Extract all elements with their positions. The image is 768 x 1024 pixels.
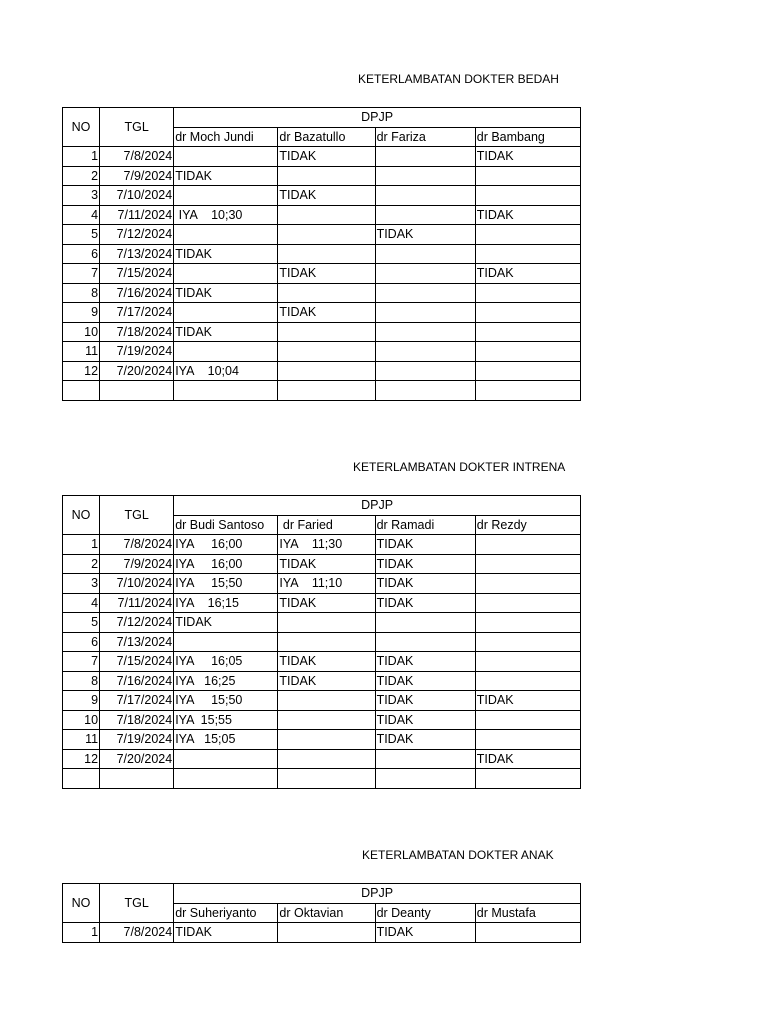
cell-no: 7 [63, 264, 100, 284]
table-row [63, 535, 581, 555]
cell-no: 1 [63, 923, 100, 943]
header-doctor: dr Faried [278, 515, 375, 535]
table-row [63, 632, 581, 652]
cell-doctor-4 [475, 303, 580, 323]
header-dpjp: DPJP [174, 108, 581, 128]
table-row [63, 652, 581, 672]
cell-doctor-2 [278, 381, 375, 401]
cell-doctor-3: TIDAK [375, 225, 475, 245]
cell-doctor-2 [278, 283, 375, 303]
cell-no [63, 381, 100, 401]
cell-doctor-1: IYA 15;05 [174, 730, 278, 750]
cell-doctor-1: IYA 15;50 [174, 691, 278, 711]
table-row [63, 593, 581, 613]
cell-tgl: 7/8/2024 [100, 923, 174, 943]
cell-doctor-3 [375, 205, 475, 225]
table-body [63, 108, 581, 401]
cell-doctor-3 [375, 381, 475, 401]
cell-doctor-2: TIDAK [278, 671, 375, 691]
header-doctor: dr Bambang [475, 127, 580, 147]
cell-doctor-3: TIDAK [375, 535, 475, 555]
cell-no: 9 [63, 303, 100, 323]
cell-doctor-2: IYA 11;30 [278, 535, 375, 555]
cell-doctor-1 [174, 769, 278, 789]
cell-doctor-4 [475, 554, 580, 574]
cell-doctor-2 [278, 342, 375, 362]
table-row [63, 244, 581, 264]
cell-doctor-4 [475, 632, 580, 652]
table-row [63, 303, 581, 323]
cell-doctor-4: TIDAK [475, 205, 580, 225]
cell-tgl: 7/8/2024 [100, 535, 174, 555]
table-row [63, 730, 581, 750]
section-title: KETERLAMBATAN DOKTER ANAK [362, 848, 554, 862]
cell-no: 5 [63, 225, 100, 245]
cell-doctor-1: IYA 15;55 [174, 710, 278, 730]
cell-doctor-1 [174, 147, 278, 167]
cell-doctor-3: TIDAK [375, 691, 475, 711]
cell-tgl [100, 381, 174, 401]
cell-no: 11 [63, 730, 100, 750]
cell-doctor-4 [475, 671, 580, 691]
cell-doctor-1: IYA 16;25 [174, 671, 278, 691]
table-row [63, 923, 581, 943]
cell-doctor-1: IYA 16;15 [174, 593, 278, 613]
cell-doctor-2: TIDAK [278, 303, 375, 323]
cell-doctor-4: TIDAK [475, 264, 580, 284]
cell-doctor-1: IYA 10;04 [174, 361, 278, 381]
cell-tgl: 7/15/2024 [100, 264, 174, 284]
cell-doctor-1: TIDAK [174, 166, 278, 186]
cell-doctor-2 [278, 730, 375, 750]
header-row [63, 884, 581, 904]
cell-tgl: 7/12/2024 [100, 613, 174, 633]
cell-doctor-3: TIDAK [375, 593, 475, 613]
cell-no: 2 [63, 554, 100, 574]
cell-doctor-4 [475, 613, 580, 633]
header-doctor: dr Ramadi [375, 515, 475, 535]
cell-no: 6 [63, 632, 100, 652]
cell-no: 1 [63, 147, 100, 167]
cell-doctor-3: TIDAK [375, 574, 475, 594]
cell-doctor-3: TIDAK [375, 730, 475, 750]
cell-doctor-4 [475, 593, 580, 613]
header-doctor: dr Mustafa [475, 903, 580, 923]
header-tgl: TGL [100, 884, 174, 923]
cell-doctor-4 [475, 381, 580, 401]
header-doctor: dr Rezdy [475, 515, 580, 535]
cell-no: 1 [63, 535, 100, 555]
header-row [63, 496, 581, 516]
cell-no: 4 [63, 593, 100, 613]
cell-doctor-1 [174, 264, 278, 284]
header-doctor: dr Fariza [375, 127, 475, 147]
cell-doctor-2 [278, 632, 375, 652]
cell-doctor-1 [174, 381, 278, 401]
cell-no: 10 [63, 710, 100, 730]
cell-doctor-4 [475, 166, 580, 186]
header-doctor: dr Budi Santoso [174, 515, 278, 535]
cell-no: 12 [63, 361, 100, 381]
cell-no [63, 769, 100, 789]
table-row [63, 769, 581, 789]
header-doctor: dr Suheriyanto [174, 903, 278, 923]
cell-doctor-4 [475, 244, 580, 264]
cell-doctor-2: TIDAK [278, 554, 375, 574]
cell-doctor-1: TIDAK [174, 923, 278, 943]
cell-doctor-2 [278, 166, 375, 186]
cell-doctor-1: TIDAK [174, 613, 278, 633]
table-row [63, 322, 581, 342]
cell-no: 6 [63, 244, 100, 264]
cell-doctor-3: TIDAK [375, 671, 475, 691]
schedule-table [62, 495, 581, 789]
cell-tgl: 7/16/2024 [100, 283, 174, 303]
table-body [63, 496, 581, 789]
cell-tgl [100, 769, 174, 789]
cell-doctor-2 [278, 923, 375, 943]
cell-doctor-3 [375, 166, 475, 186]
cell-no: 7 [63, 652, 100, 672]
cell-doctor-3: TIDAK [375, 652, 475, 672]
cell-doctor-3: TIDAK [375, 554, 475, 574]
cell-tgl: 7/12/2024 [100, 225, 174, 245]
cell-doctor-4 [475, 361, 580, 381]
table-row [63, 205, 581, 225]
cell-doctor-1: TIDAK [174, 322, 278, 342]
cell-doctor-2: TIDAK [278, 147, 375, 167]
cell-doctor-1: IYA 16;00 [174, 554, 278, 574]
cell-doctor-1: IYA 16;05 [174, 652, 278, 672]
cell-doctor-3 [375, 322, 475, 342]
cell-tgl: 7/11/2024 [100, 593, 174, 613]
section-title: KETERLAMBATAN DOKTER INTRENA [353, 460, 566, 474]
cell-no: 8 [63, 671, 100, 691]
table-row [63, 166, 581, 186]
cell-no: 11 [63, 342, 100, 362]
cell-doctor-4 [475, 730, 580, 750]
table-row [63, 554, 581, 574]
cell-tgl: 7/18/2024 [100, 322, 174, 342]
cell-no: 3 [63, 574, 100, 594]
cell-tgl: 7/11/2024 [100, 205, 174, 225]
cell-doctor-3 [375, 283, 475, 303]
cell-doctor-3: TIDAK [375, 923, 475, 943]
cell-tgl: 7/10/2024 [100, 186, 174, 206]
table-row [63, 225, 581, 245]
cell-doctor-3 [375, 147, 475, 167]
cell-doctor-2 [278, 361, 375, 381]
cell-tgl: 7/16/2024 [100, 671, 174, 691]
cell-doctor-4: TIDAK [475, 749, 580, 769]
cell-doctor-4 [475, 769, 580, 789]
cell-doctor-1 [174, 225, 278, 245]
table-row [63, 283, 581, 303]
cell-no: 2 [63, 166, 100, 186]
cell-doctor-1 [174, 632, 278, 652]
cell-tgl: 7/10/2024 [100, 574, 174, 594]
cell-doctor-4 [475, 283, 580, 303]
cell-tgl: 7/9/2024 [100, 166, 174, 186]
cell-tgl: 7/20/2024 [100, 361, 174, 381]
cell-doctor-1 [174, 303, 278, 323]
table-body [63, 884, 581, 943]
table-row [63, 342, 581, 362]
table-row [63, 186, 581, 206]
cell-no: 9 [63, 691, 100, 711]
header-doctor: dr Bazatullo [278, 127, 375, 147]
cell-doctor-4 [475, 225, 580, 245]
cell-doctor-3: TIDAK [375, 710, 475, 730]
cell-no: 5 [63, 613, 100, 633]
cell-doctor-2: TIDAK [278, 264, 375, 284]
table-row [63, 147, 581, 167]
cell-doctor-3 [375, 342, 475, 362]
cell-tgl: 7/18/2024 [100, 710, 174, 730]
cell-doctor-3 [375, 264, 475, 284]
header-dpjp: DPJP [174, 496, 581, 516]
section-title: KETERLAMBATAN DOKTER BEDAH [358, 72, 559, 86]
cell-tgl: 7/17/2024 [100, 691, 174, 711]
cell-doctor-2 [278, 691, 375, 711]
cell-doctor-3 [375, 361, 475, 381]
table-row [63, 691, 581, 711]
table-row [63, 671, 581, 691]
cell-doctor-2: IYA 11;10 [278, 574, 375, 594]
table-row [63, 749, 581, 769]
cell-doctor-4: TIDAK [475, 691, 580, 711]
cell-tgl: 7/19/2024 [100, 730, 174, 750]
header-tgl: TGL [100, 108, 174, 147]
table-row [63, 264, 581, 284]
header-no: NO [63, 884, 100, 923]
cell-doctor-4 [475, 923, 580, 943]
header-row [63, 108, 581, 128]
header-no: NO [63, 496, 100, 535]
cell-doctor-4 [475, 322, 580, 342]
cell-doctor-2 [278, 322, 375, 342]
cell-no: 3 [63, 186, 100, 206]
cell-doctor-1: IYA 16;00 [174, 535, 278, 555]
cell-doctor-2 [278, 769, 375, 789]
cell-tgl: 7/8/2024 [100, 147, 174, 167]
cell-no: 12 [63, 749, 100, 769]
cell-doctor-2 [278, 613, 375, 633]
cell-doctor-1: IYA 15;50 [174, 574, 278, 594]
cell-doctor-3 [375, 749, 475, 769]
cell-no: 8 [63, 283, 100, 303]
cell-doctor-1: TIDAK [174, 244, 278, 264]
cell-tgl: 7/19/2024 [100, 342, 174, 362]
cell-doctor-4 [475, 652, 580, 672]
cell-doctor-3 [375, 632, 475, 652]
header-doctor: dr Moch Jundi [174, 127, 278, 147]
header-no: NO [63, 108, 100, 147]
cell-doctor-3 [375, 613, 475, 633]
cell-doctor-4 [475, 710, 580, 730]
cell-tgl: 7/20/2024 [100, 749, 174, 769]
cell-doctor-3 [375, 769, 475, 789]
table-row [63, 613, 581, 633]
cell-doctor-4 [475, 342, 580, 362]
header-tgl: TGL [100, 496, 174, 535]
cell-doctor-1 [174, 342, 278, 362]
cell-tgl: 7/13/2024 [100, 244, 174, 264]
cell-doctor-3 [375, 303, 475, 323]
cell-tgl: 7/13/2024 [100, 632, 174, 652]
cell-doctor-1: TIDAK [174, 283, 278, 303]
cell-doctor-4 [475, 574, 580, 594]
cell-doctor-4 [475, 535, 580, 555]
cell-doctor-3 [375, 244, 475, 264]
cell-doctor-2 [278, 749, 375, 769]
cell-doctor-1: IYA 10;30 [174, 205, 278, 225]
header-doctor: dr Deanty [375, 903, 475, 923]
cell-doctor-1 [174, 749, 278, 769]
table-row [63, 710, 581, 730]
cell-doctor-2: TIDAK [278, 186, 375, 206]
cell-doctor-2: TIDAK [278, 652, 375, 672]
header-doctor: dr Oktavian [278, 903, 375, 923]
cell-doctor-3 [375, 186, 475, 206]
cell-tgl: 7/9/2024 [100, 554, 174, 574]
header-dpjp: DPJP [174, 884, 581, 904]
cell-doctor-2 [278, 710, 375, 730]
schedule-table [62, 883, 581, 943]
cell-tgl: 7/17/2024 [100, 303, 174, 323]
cell-no: 10 [63, 322, 100, 342]
cell-doctor-2 [278, 205, 375, 225]
cell-no: 4 [63, 205, 100, 225]
table-row [63, 574, 581, 594]
cell-doctor-2: TIDAK [278, 593, 375, 613]
cell-doctor-2 [278, 244, 375, 264]
cell-doctor-4: TIDAK [475, 147, 580, 167]
table-row [63, 381, 581, 401]
cell-doctor-4 [475, 186, 580, 206]
cell-doctor-1 [174, 186, 278, 206]
schedule-table [62, 107, 581, 401]
cell-tgl: 7/15/2024 [100, 652, 174, 672]
cell-doctor-2 [278, 225, 375, 245]
table-row [63, 361, 581, 381]
